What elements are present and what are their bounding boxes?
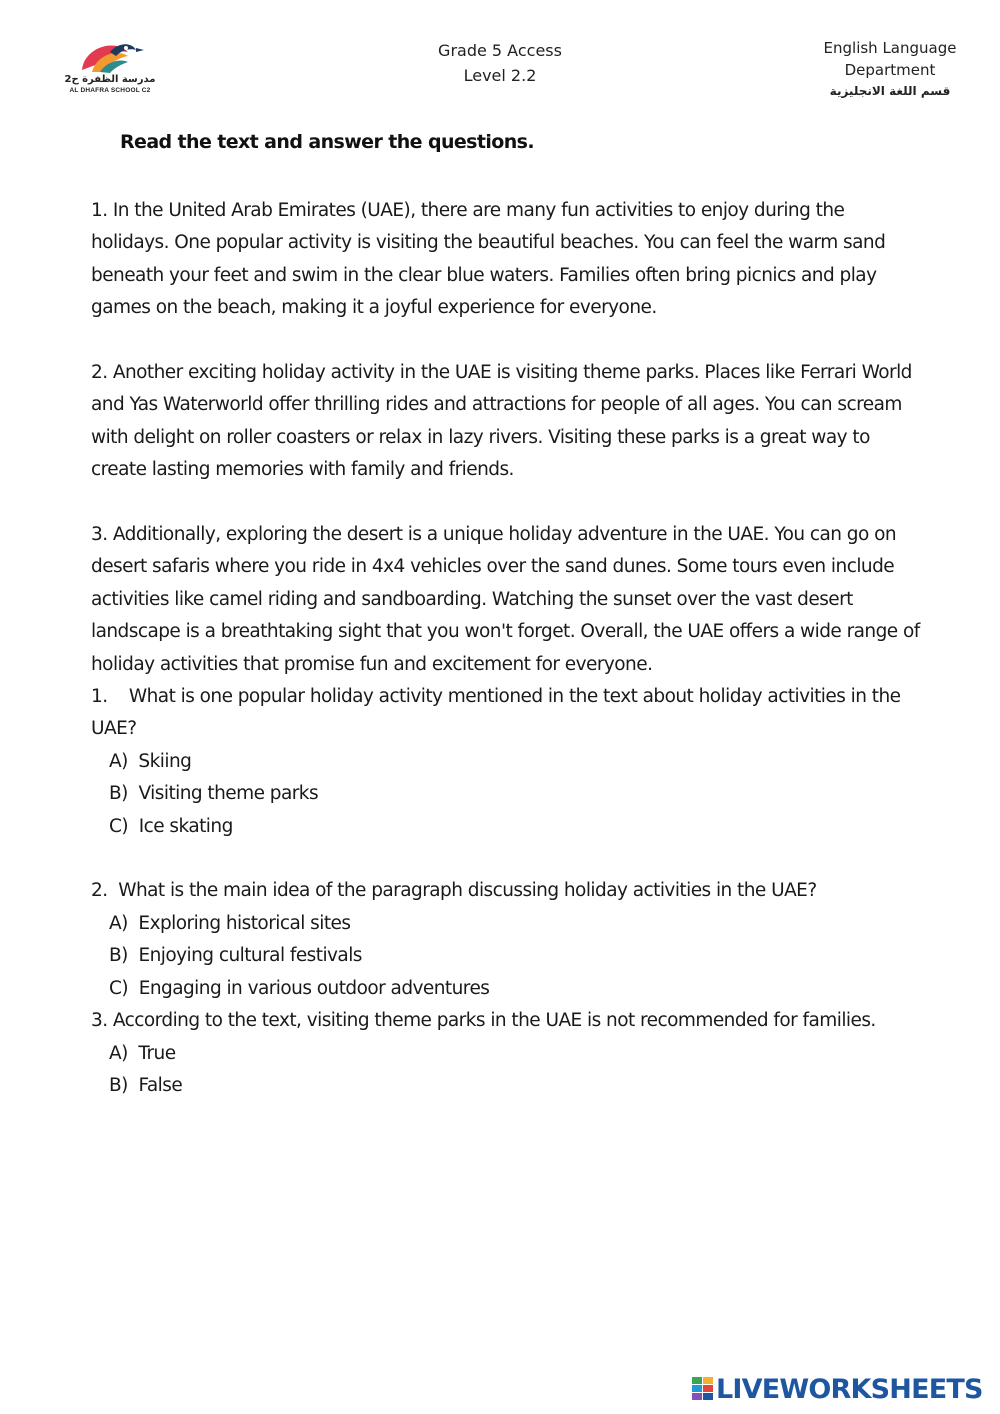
question-3-option-b[interactable]: B) False xyxy=(109,1074,183,1096)
question-1 xyxy=(91,681,921,843)
question-2-text: 2. What is the main idea of the paragraph discussing holiday activities in the UAE? xyxy=(91,880,817,902)
department-line-2: Department xyxy=(844,61,936,79)
liveworksheets-brand xyxy=(692,1372,983,1406)
level-label: Level 2.2 xyxy=(463,66,537,85)
liveworksheets-wordmark: LIVEWORKSHEETS xyxy=(716,1373,983,1405)
instruction-text: Read the text and answer the questions. xyxy=(120,131,534,153)
logo-arabic-text: مدرسة الظفرة ح2 xyxy=(64,74,156,85)
passage-paragraph-3: 3. Additionally, exploring the desert is a unique holiday adventure in the UAE. You can go on desert safaris where you ride in 4x4 vehicles over the sand dunes. Some tours even include activities like camel riding and sandboarding. Watching the sunset over the vast desert landscape is a breathtaking sight that you won't forget. Overall, the UAE offers a wide range of holiday activities that promise fun and excitement for everyone. xyxy=(91,524,920,675)
question-1-text: 1. What is one popular holiday activity mentioned in the text about holiday activities in the UAE? xyxy=(91,686,906,740)
passage-paragraph-1: 1. In the United Arab Emirates (UAE), there are many fun activities to enjoy during the holidays. One popular activity is visiting the beautiful beaches. You can feel the warm sand beneath your feet and swim in the clear blue waters. Families often bring picnics and play games on the beach, making it a joyful experience for everyone. xyxy=(91,200,886,319)
department-line-1: English Language xyxy=(823,39,957,57)
question-2-option-b[interactable]: B) Enjoying cultural festivals xyxy=(109,945,362,967)
question-3-text: 3. According to the text, visiting theme parks in the UAE is not recommended for families. xyxy=(91,1010,876,1032)
department-heading xyxy=(800,37,980,101)
question-3 xyxy=(91,1005,921,1102)
question-3-option-a[interactable]: A) True xyxy=(109,1042,176,1064)
grade-label: Grade 5 Access xyxy=(438,41,562,60)
passage-paragraph-2: 2. Another exciting holiday activity in the UAE is visiting theme parks. Places like Ferrari World and Yas Waterworld offer thrilling rides and attractions for people of all ages. You can scream with delight on roller coasters or relax in lazy rivers. Visiting these parks is a great way to create lasting memories with family and friends. xyxy=(91,362,912,481)
question-2-option-a[interactable]: A) Exploring historical sites xyxy=(109,912,351,934)
question-2-option-c[interactable]: C) Engaging in various outdoor adventures xyxy=(109,977,490,999)
question-1-option-a[interactable]: A) Skiing xyxy=(109,750,192,772)
worksheet-content xyxy=(91,195,921,1102)
question-1-option-c[interactable]: C) Ice skating xyxy=(109,815,233,837)
logo-english-text: AL DHAFRA SCHOOL C2 xyxy=(69,87,151,94)
department-arabic: قسم اللغة الانجليزية xyxy=(829,84,951,98)
grade-level-heading xyxy=(400,38,600,88)
question-2 xyxy=(91,875,921,1005)
liveworksheets-logo-icon xyxy=(692,1377,714,1401)
question-1-option-b[interactable]: B) Visiting theme parks xyxy=(109,783,319,805)
